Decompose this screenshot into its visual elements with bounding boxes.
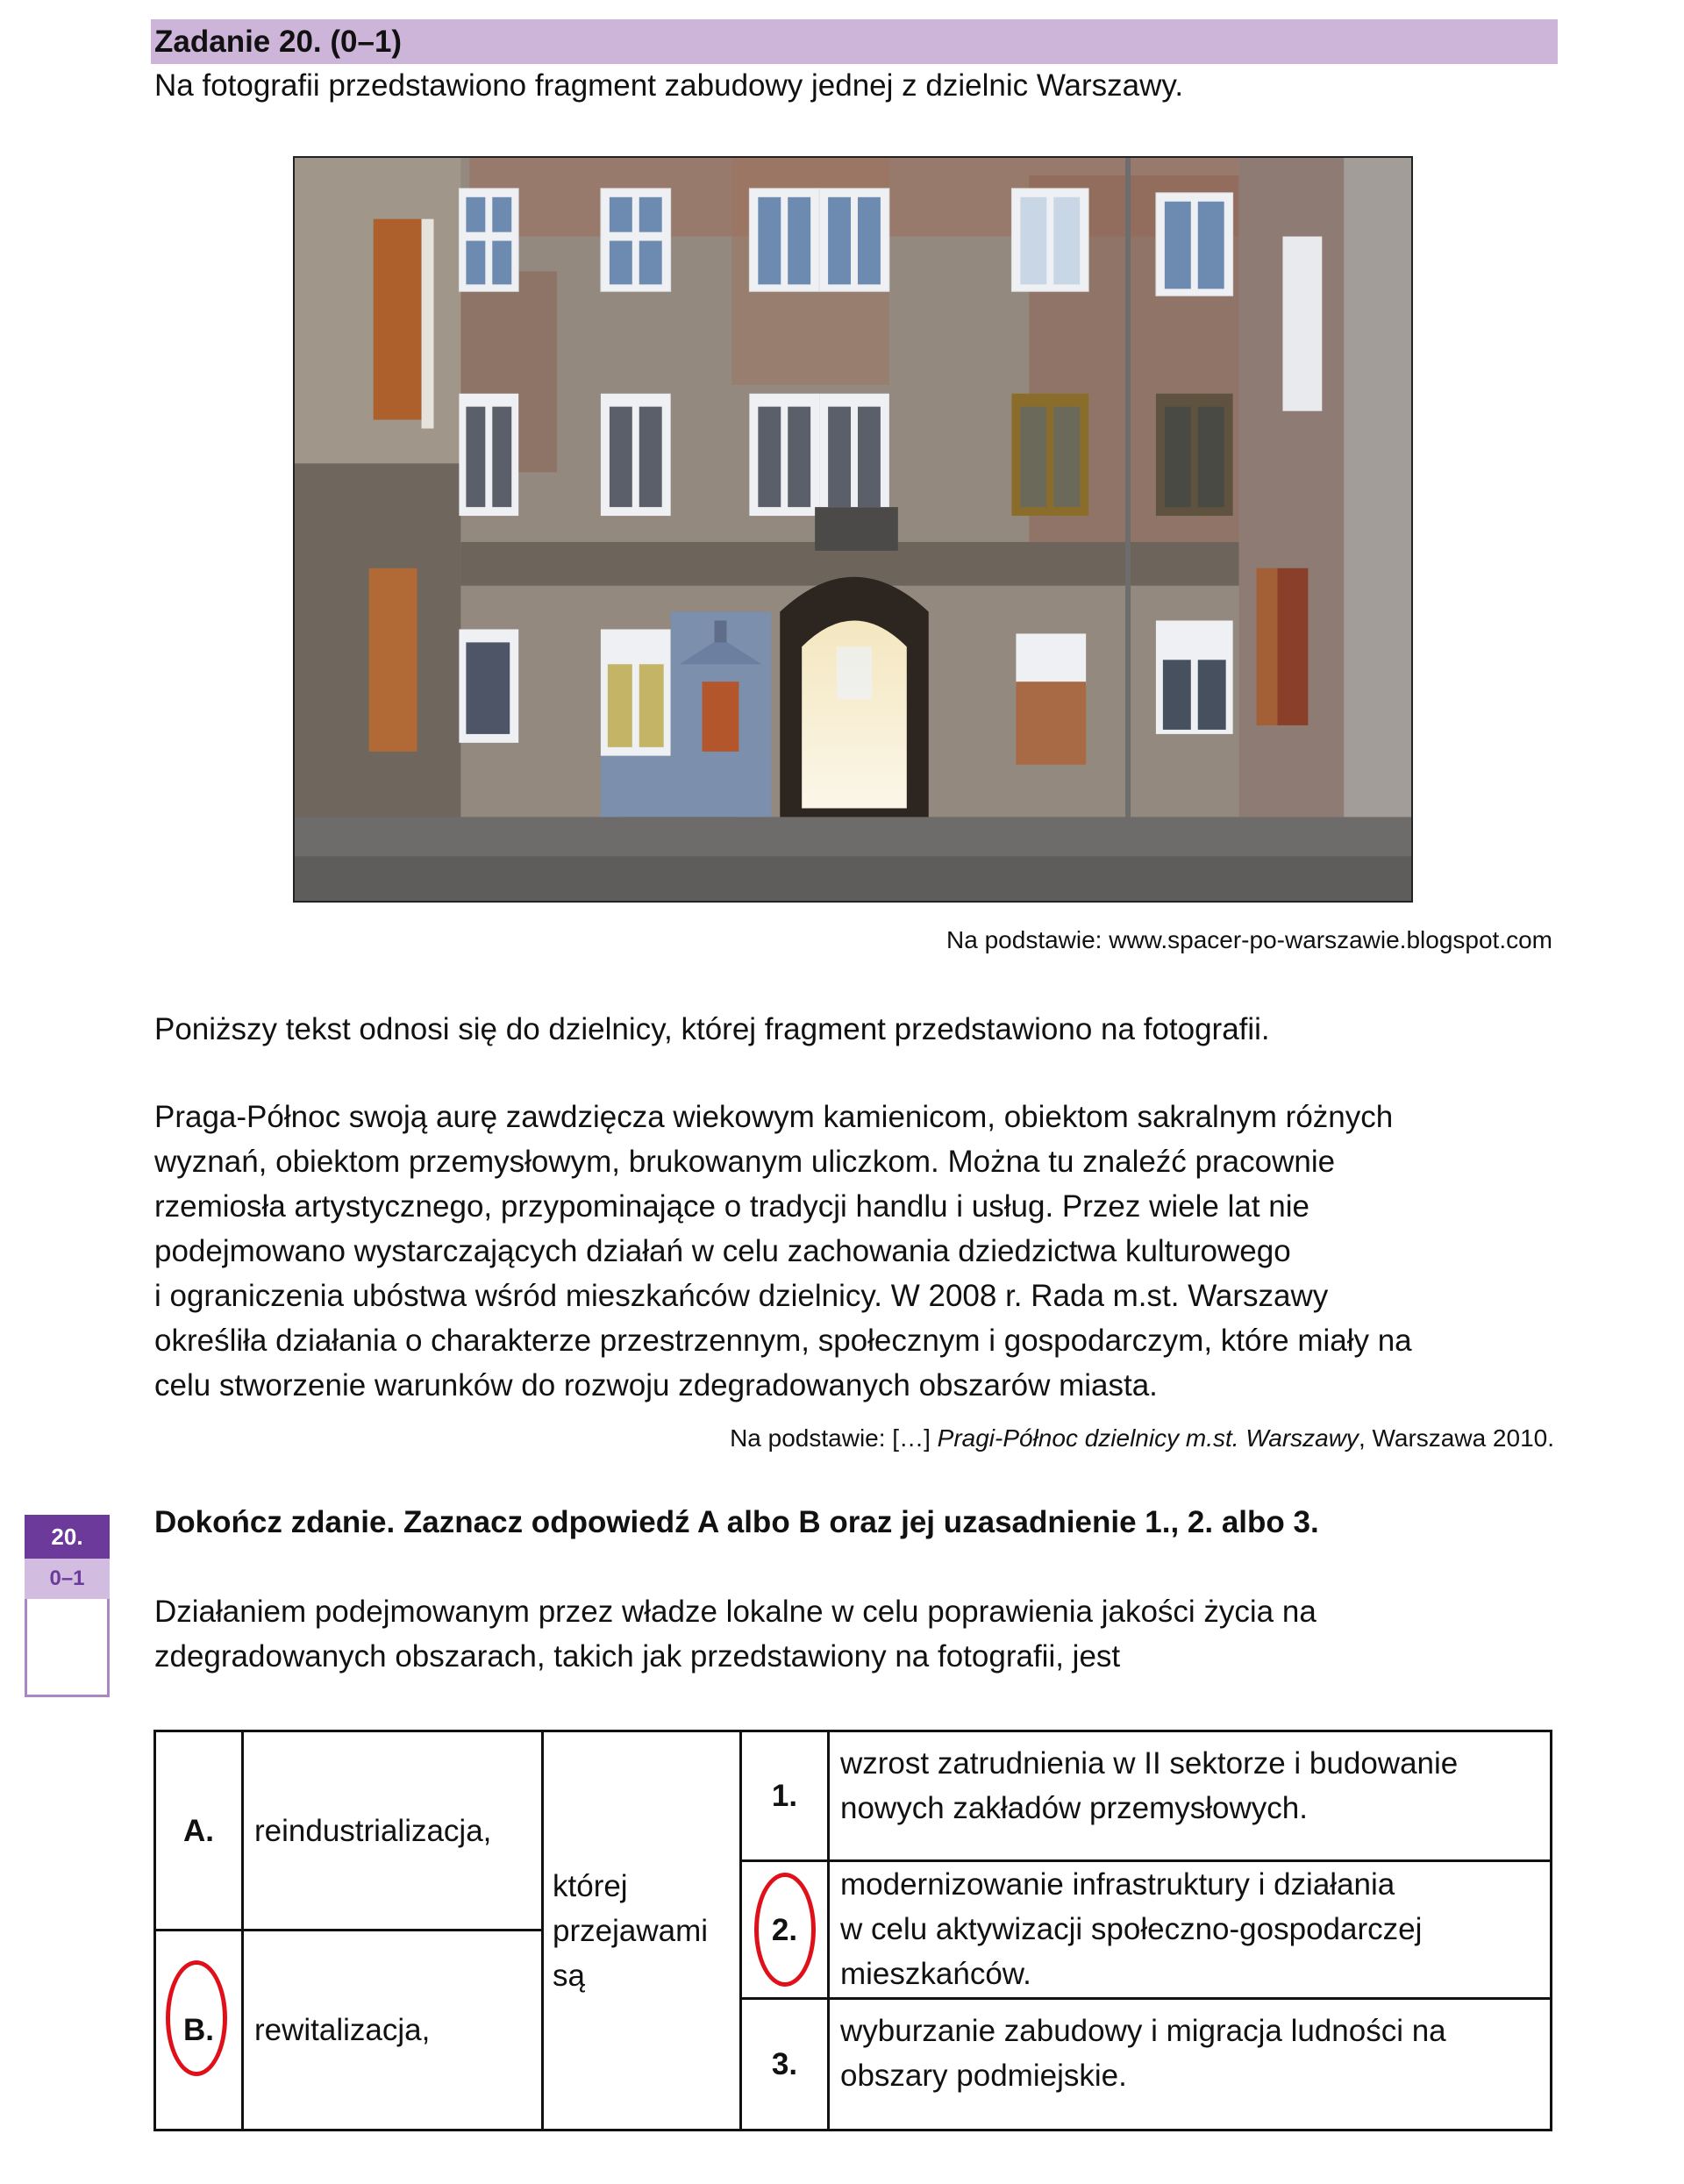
source-suffix: , Warszawa 2010. <box>1358 1424 1554 1452</box>
source-title: Pragi-Północ dzielnicy m.st. Warszawy <box>937 1424 1359 1452</box>
selected-mark-2 <box>754 1873 816 1987</box>
justification-1-number[interactable]: 1. <box>739 1730 830 1862</box>
source-prefix: Na podstawie: […] <box>730 1424 938 1452</box>
photo-caption: Na podstawie: www.spacer-po-warszawie.blogspot.com <box>946 926 1552 953</box>
option-b-letter[interactable]: B. <box>153 1929 244 2131</box>
option-a-text[interactable]: reindustrializacja, <box>241 1730 544 1931</box>
passage-line: celu stworzenie warunków do rozwoju zdegradowanych obszarów miasta. <box>154 1368 1158 1402</box>
task-intro: Na fotografii przedstawiono fragment zabudowy jednej z dzielnic Warszawy. <box>154 68 1184 103</box>
score-box <box>25 1515 110 1697</box>
task-header-bar <box>151 19 1558 64</box>
stem-line: zdegradowanych obszarach, takich jak przedstawiony na fotografii, jest <box>154 1639 1121 1674</box>
connector-cell <box>541 1730 742 2131</box>
selected-mark-b <box>166 1960 227 2076</box>
stem-line: Działaniem podejmowanym przez władze lokalne w celu poprawienia jakości życia na <box>154 1595 1317 1629</box>
score-task-number: 20. <box>25 1515 110 1559</box>
connector-line: są <box>553 1958 585 1993</box>
passage-line: rzemiosła artystycznego, przypominające o tradycji handlu i usług. Przez wiele lat nie <box>154 1189 1309 1224</box>
justification-1-text[interactable]: wzrost zatrudnienia w II sektorze i budowanie nowych zakładów przemysłowych. <box>827 1730 1552 1862</box>
passage-line: określiła działania o charakterze przestrzennym, społecznym i gospodarczym, które miały na <box>154 1324 1412 1358</box>
question-instruction: Dokończ zdanie. Zaznacz odpowiedź A albo B oraz jej uzasadnienie 1., 2. albo 3. <box>154 1505 1319 1539</box>
passage-body <box>154 1095 1412 1408</box>
justification-3-text[interactable]: wyburzanie zabudowy i migracja ludności na obszary podmiejskie. <box>827 1997 1552 2131</box>
justification-2-number[interactable]: 2. <box>739 1859 830 2000</box>
connector-line: której <box>553 1868 628 1903</box>
connector-line: przejawami <box>553 1913 708 1948</box>
justification-2-text[interactable]: modernizowanie infrastruktury i działania w celu aktywizacji społeczno-gospodarczej mieszkańców. <box>827 1859 1552 2000</box>
answer-table <box>153 1730 1552 2131</box>
task-title: Zadanie 20. (0–1) <box>154 25 403 59</box>
passage-source <box>526 1424 1554 1452</box>
score-point-range: 0–1 <box>25 1559 110 1599</box>
option-b-text[interactable]: rewitalizacja, <box>241 1929 544 2131</box>
question-stem <box>154 1589 1317 1679</box>
passage-lead: Poniższy tekst odnosi się do dzielnicy, której fragment przedstawiono na fotografii. <box>154 1012 1270 1046</box>
building-facade-image <box>295 158 1411 901</box>
passage-line: podejmowano wystarczających działań w celu zachowania dziedzictwa kulturowego <box>154 1234 1291 1268</box>
justification-3-number[interactable]: 3. <box>739 1997 830 2131</box>
option-a-letter[interactable]: A. <box>153 1730 244 1931</box>
passage-line: Praga-Północ swoją aurę zawdzięcza wiekowym kamienicom, obiektom sakralnym różnych <box>154 1100 1394 1134</box>
passage-line: i ograniczenia ubóstwa wśród mieszkańców dzielnicy. W 2008 r. Rada m.st. Warszawy <box>154 1279 1329 1313</box>
passage-line: wyznań, obiektom przemysłowym, brukowanym uliczkom. Można tu znaleźć pracownie <box>154 1145 1336 1179</box>
courtyard-photo <box>293 156 1413 903</box>
